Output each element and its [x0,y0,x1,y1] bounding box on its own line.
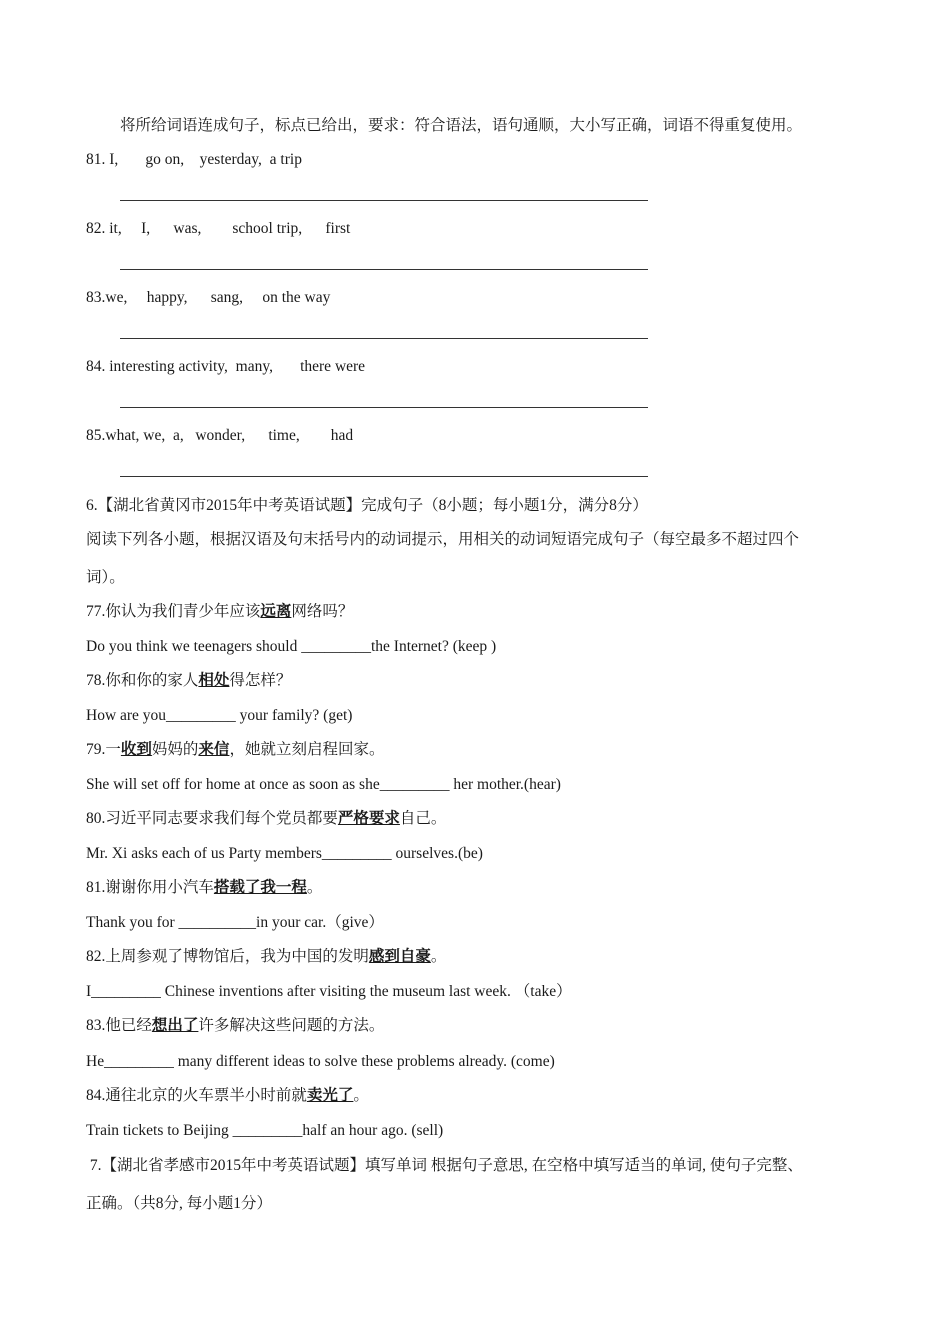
section-6-instruction: 阅读下列各小题，根据汉语及句末括号内的动词提示，用相关的动词短语完成句子（每空最多不超过四个 [86,531,800,548]
question-number: 85. [86,427,106,444]
keyword: 收到 [120,741,152,758]
keyword: 远离 [260,603,292,620]
item-81-chinese: 81.谢谢你用小汽车搭载了我一程。 [86,879,323,896]
question-82 [86,219,350,239]
question-number: 82. [86,220,106,237]
item-77-chinese: 77.你认为我们青少年应该远离网络吗？ [86,603,354,620]
item-78-chinese: 78.你和你的家人相处得怎样？ [86,672,292,689]
section-7-title-cont: 正确。（共8分, 每小题1分） [86,1195,273,1212]
keyword: 搭载了我一程 [213,879,307,896]
item-83-chinese: 83.他已经想出了许多解决这些问题的方法。 [86,1017,385,1034]
question-number: 83. [86,289,106,306]
question-84 [86,357,365,377]
section-7-title: 7.【湖北省孝感市2015年中考英语试题】填写单词 根据句子意思, 在空格中填写适当的单词, 使句子完整、 [86,1157,803,1174]
item-83-english: He_________ many different ideas to solve these problems already. (come) [86,1053,555,1070]
item-79-english: She will set off for home at once as soon as she_________ her mother.(hear) [86,776,561,793]
item-77-english: Do you think we teenagers should _________the Internet? (keep ) [86,638,497,655]
item-84-chinese: 84.通往北京的火车票半小时前就卖光了。 [86,1087,369,1104]
question-words: we, happy, sang, on the way [105,289,331,306]
keyword: 想出了 [151,1017,199,1034]
section-6-title: 6.【湖北省黄冈市2015年中考英语试题】完成句子（8小题；每小题1分，满分8分） [86,497,648,514]
question-words: it, I, was, school trip, first [105,220,351,237]
item-79-chinese: 79.一收到妈妈的来信，她就立刻启程回家。 [86,741,385,758]
question-number: 84. [86,358,106,375]
item-80-chinese: 80.习近平同志要求我们每个党员都要严格要求自己。 [86,810,447,827]
question-85 [86,426,353,446]
item-82-english: I_________ Chinese inventions after visiting the museum last week. （take） [86,983,572,1000]
question-words: interesting activity, many, there were [105,358,366,375]
answer-blank-84[interactable] [120,407,648,408]
answer-blank-85[interactable] [120,476,648,477]
keyword: 来信 [198,741,230,758]
question-words: what, we, a, wonder, time, had [105,427,354,444]
answer-blank-81[interactable] [120,200,648,201]
item-78-english: How are you_________ your family? (get) [86,707,353,724]
item-81-english: Thank you for __________in your car.（give） [86,914,384,931]
question-83 [86,288,330,308]
question-81 [86,150,302,170]
item-80-english: Mr. Xi asks each of us Party members_________ ourselves.(be) [86,845,483,862]
keyword: 相处 [198,672,230,689]
instructions: 将所给词语连成句子，标点已给出，要求：符合语法，语句通顺，大小写正确，词语不得重复使用。 [120,117,803,134]
item-84-english: Train tickets to Beijing _________half an hour ago. (sell) [86,1122,444,1139]
question-words: I, go on, yesterday, a trip [105,151,302,168]
question-number: 81. [86,151,106,168]
answer-blank-82[interactable] [120,269,648,270]
answer-blank-83[interactable] [120,338,648,339]
keyword: 严格要求 [337,810,400,827]
item-82-chinese: 82.上周参观了博物馆后，我为中国的发明感到自豪。 [86,948,447,965]
keyword: 卖光了 [306,1087,354,1104]
keyword: 感到自豪 [368,948,431,965]
section-6-instruction-cont: 词）。 [86,569,125,586]
